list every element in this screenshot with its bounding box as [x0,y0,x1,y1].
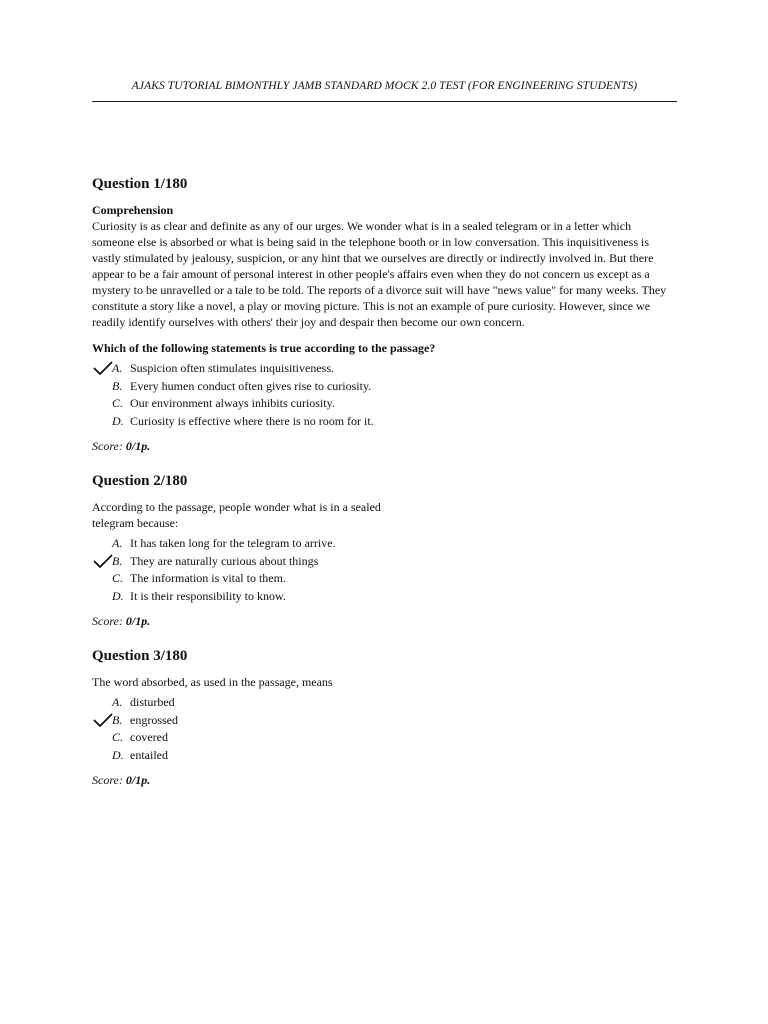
question-1 [92,175,677,454]
answer-options [92,535,677,605]
score-label: Score: [92,439,126,453]
score-value: 0/1p. [125,614,151,628]
option-letter: B. [112,378,123,393]
score-label: Score: [92,614,126,628]
answer-option-c [92,729,677,747]
question-prompt: According to the passage, people wonder what is in a sealed telegram because: [92,500,381,530]
comprehension-passage: Curiosity is as clear and definite as any of our urges. We wonder what is in a sealed telegram or in a letter which someone else is absorbed or what is being said in the telephone booth or in low conversation. This inquisitiveness is vastly stimulated by jealousy, suspicion, or any hint that we ourselves are directly or indirectly involved in. But there appear to be a fair amount of personal interest in other people's affairs even when they do not concern us except as a mystery to be unravelled or a tale to be told. The reports of a divorce suit will have "news value" for many weeks. They constitute a story like a novel, a play or moving picture. This is not an example of pure curiosity. However, since we readily identify ourselves with others' their joy and despair then become our own concern. [92,219,667,329]
checkmark-icon [93,361,113,376]
option-letter: C. [112,571,124,585]
option-text: Every humen conduct often gives rise to curiosity. [130,378,372,393]
option-letter: A. [112,536,123,550]
option-text: disturbed [130,695,175,709]
option-text: They are naturally curious about things [130,553,319,568]
score-line [92,772,677,788]
option-letter: A. [112,361,123,375]
question-prompt: Which of the following statements is true according to the passage? [92,341,436,355]
answer-option-b [92,378,677,396]
question-title: Question 1/180 [92,176,188,192]
section-label: Comprehension [92,203,174,217]
question-prompt: The word absorbed, as used in the passage, means [92,675,333,689]
answer-option-c [92,570,677,588]
answer-option-c [92,395,677,413]
question-3 [92,647,677,788]
question-2 [92,472,677,629]
option-text: The information is vital to them. [130,571,286,585]
answer-options [92,360,677,430]
option-letter: C. [112,396,124,410]
answer-option-a [92,360,677,378]
option-text: engrossed [130,712,178,727]
score-label: Score: [92,773,126,787]
option-letter: D. [112,588,124,603]
answer-option-d [92,413,677,431]
document-header: AJAKS TUTORIAL BIMONTHLY JAMB STANDARD MOCK 2.0 TEST (FOR ENGINEERING STUDENTS) [131,80,638,92]
option-letter: D. [112,413,124,428]
option-text: It is their responsibility to know. [130,588,286,603]
option-text: Curiosity is effective where there is no room for it. [130,413,374,428]
header-divider [92,101,677,102]
option-letter: A. [112,695,123,709]
option-text: It has taken long for the telegram to arrive. [130,536,336,550]
question-title: Question 3/180 [92,648,188,664]
checkmark-icon [93,554,113,569]
question-title: Question 2/180 [92,473,188,489]
answer-option-a [92,535,677,553]
option-text: entailed [130,747,168,762]
question-list [92,175,677,806]
answer-options [92,694,677,764]
checkmark-icon [93,713,113,728]
answer-option-d [92,747,677,765]
option-text: Our environment always inhibits curiosity. [130,396,335,410]
option-text: Suspicion often stimulates inquisitiveness. [130,361,334,375]
answer-option-d [92,588,677,606]
score-line [92,613,677,629]
option-letter: D. [112,747,124,762]
option-letter: B. [112,553,123,568]
score-value: 0/1p. [125,439,151,453]
answer-option-a [92,694,677,712]
option-letter: B. [112,712,123,727]
answer-option-b [92,553,677,571]
option-letter: C. [112,730,124,744]
score-value: 0/1p. [125,773,151,787]
score-line [92,438,677,454]
answer-option-b [92,712,677,730]
option-text: covered [130,730,168,744]
